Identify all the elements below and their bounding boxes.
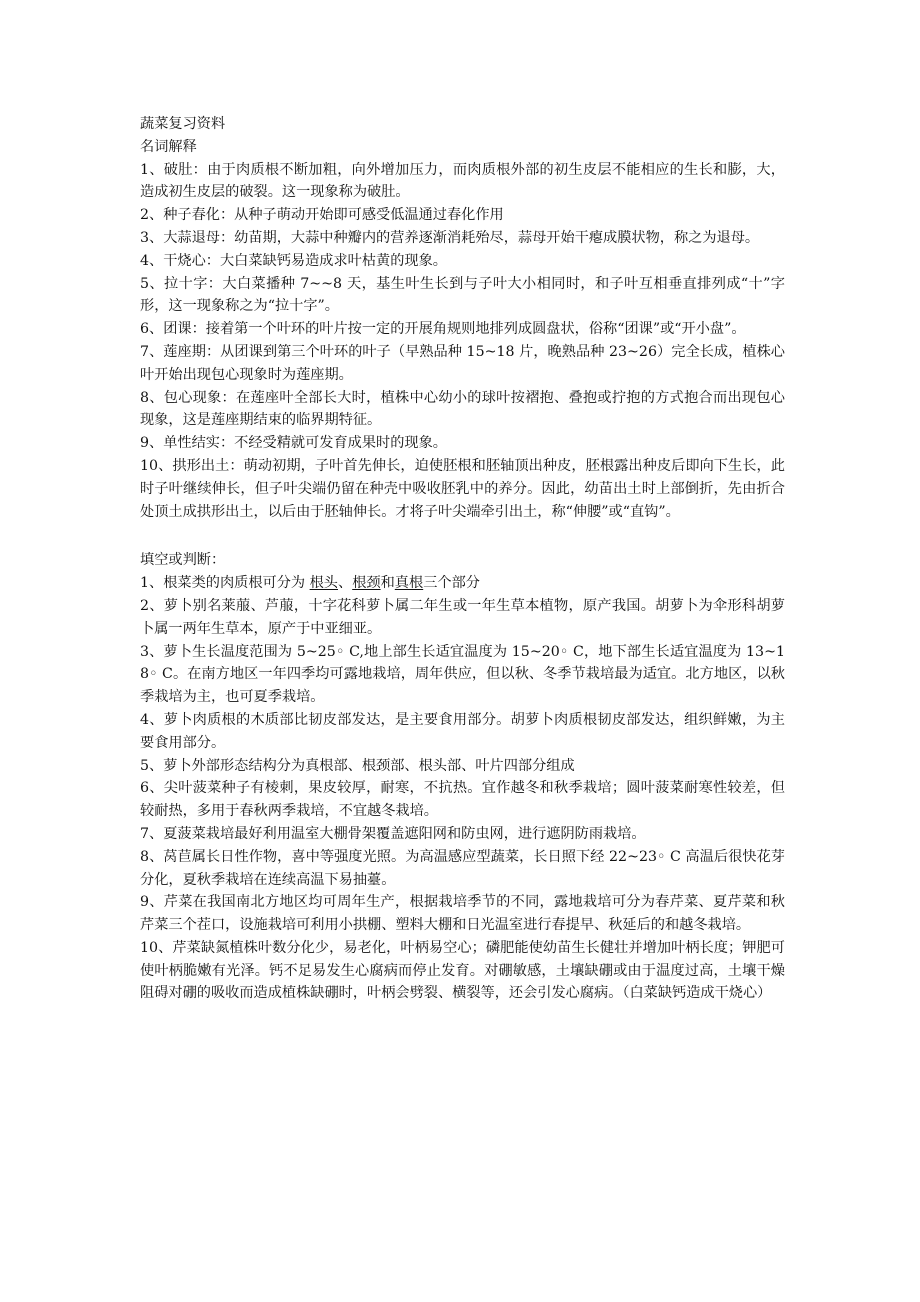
fill-item-4: 4、萝卜肉质根的木质部比韧皮部发达，是主要食用部分。胡萝卜肉质根韧皮部发达，组织鲜嫩，为主要食用部分。: [140, 711, 785, 751]
fill-item-8: 8、莴苣属长日性作物，喜中等强度光照。为高温感应型蔬菜，长日照下经 22~23◦ C 高温后很快花芽分化，夏秋季栽培在连续高温下易抽薹。: [140, 848, 785, 888]
section-heading-terms: 名词解释: [140, 138, 197, 155]
term-item-10: 10、拱形出土：萌动初期，子叶首先伸长，迫使胚根和胚轴顶出种皮，胚根露出种皮后即向下生长，此时子叶继续伸长，但子叶尖端仍留在种壳中吸收胚乳中的养分。因此，幼苗出土时上部倒折，先由折合处顶土成拱形出土，以后由于胚轴伸长。才将子叶尖端牵引出土，称“伸腰”或“直钩”。: [140, 457, 785, 520]
fill-item-3: 3、萝卜生长温度范围为 5~25◦ C,地上部生长适宜温度为 15~20◦ C，地下部生长适宜温度为 13~18◦ C。在南方地区一年四季均可露地栽培，周年供应，但以秋、冬季节栽培最为适宜。北方地区，以秋季栽培为主，也可夏季栽培。: [140, 643, 785, 706]
fill-item-1: [140, 572, 785, 595]
fill-item-1-blank-2: 根颈: [352, 575, 381, 592]
term-item-1: 1、破肚：由于肉质根不断加粗，向外增加压力，而肉质根外部的初生皮层不能相应的生长和膨，大，造成初生皮层的破裂。这一现象称为破肚。: [140, 161, 785, 201]
document-body: [140, 113, 785, 1005]
term-item-8: 8、包心现象：在莲座叶全部长大时，植株中心幼小的球叶按褶抱、叠抱或拧抱的方式抱合而出现包心现象，这是莲座期结束的临界期特征。: [140, 389, 785, 429]
section-spacer: [140, 523, 785, 549]
section-heading-fill: 填空或判断：: [140, 552, 226, 569]
term-item-9: 9、单性结实：不经受精就可发育成果时的现象。: [140, 435, 447, 452]
fill-item-1-sep-1: 、: [338, 575, 353, 592]
fill-item-5: 5、萝卜外部形态结构分为真根部、根颈部、根头部、叶片四部分组成: [140, 757, 575, 774]
term-item-4: 4、干烧心：大白菜缺钙易造成求叶枯黄的现象。: [140, 252, 447, 269]
term-item-5: 5、拉十字：大白菜播种 7~~8 天，基生叶生长到与子叶大小相同时，和子叶互相垂直排列成“十”字形，这一现象称之为“拉十字”。: [140, 275, 785, 315]
fill-item-1-sep-2: 和: [380, 575, 395, 592]
terms-list: [140, 159, 785, 524]
fill-item-6: 6、尖叶菠菜种子有棱刺，果皮较厚，耐寒，不抗热。宜作越冬和秋季栽培；圆叶菠菜耐寒性较差，但较耐热，多用于春秋两季栽培，不宜越冬栽培。: [140, 780, 785, 820]
term-item-7: 7、莲座期：从团课到第三个叶环的叶子（早熟品种 15~18 片，晚熟品种 23~26）完全长成，植株心叶开始出现包心现象时为莲座期。: [140, 343, 785, 383]
fill-item-1-blank-3: 真根: [394, 575, 424, 592]
fill-item-1-prefix: 1、根菜类的肉质根可分为: [140, 575, 310, 592]
document-title: 蔬菜复习资料: [140, 116, 226, 132]
fill-item-9: 9、芹菜在我国南北方地区均可周年生产，根据栽培季节的不同，露地栽培可分为春芹菜、夏芹菜和秋芹菜三个茬口，设施栽培可利用小拱棚、塑料大棚和日光温室进行春提早、秋延后的和越冬栽培。: [140, 894, 785, 934]
term-item-3: 3、大蒜退母：幼苗期，大蒜中种瓣内的营养逐渐消耗殆尽，蒜母开始干瘪成膜状物，称之为退母。: [140, 229, 760, 246]
fill-item-1-suffix: 三个部分: [423, 575, 480, 592]
term-item-6: 6、团课：接着第一个叶环的叶片按一定的开展角规则地排列成圆盘状，俗称“团课”或“开小盘”。: [140, 321, 746, 338]
fill-item-10: 10、芹菜缺氮植株叶数分化少，易老化，叶柄易空心；磷肥能使幼苗生长健壮并增加叶柄长度；钾肥可使叶柄脆嫩有光泽。钙不足易发生心腐病而停止发育。对硼敏感，土壤缺硼或由于温度过高，土壤干燥阻碍对硼的吸收而造成植株缺硼时，叶柄会劈裂、横裂等，还会引发心腐病。（白菜缺钙造成干烧心）: [140, 939, 785, 1002]
fill-list: [140, 572, 785, 1005]
fill-item-1-blank-1: 根头: [309, 575, 338, 592]
fill-item-7: 7、夏菠菜栽培最好利用温室大棚骨架覆盖遮阳网和防虫网，进行遮阴防雨栽培。: [140, 825, 646, 842]
fill-item-2: 2、萝卜别名莱菔、芦菔，十字花科萝卜属二年生或一年生草本植物，原产我国。胡萝卜为伞形科胡萝卜属一两年生草本，原产于中亚细亚。: [140, 597, 785, 637]
term-item-2: 2、种子春化：从种子萌动开始即可感受低温通过春化作用: [140, 207, 504, 224]
